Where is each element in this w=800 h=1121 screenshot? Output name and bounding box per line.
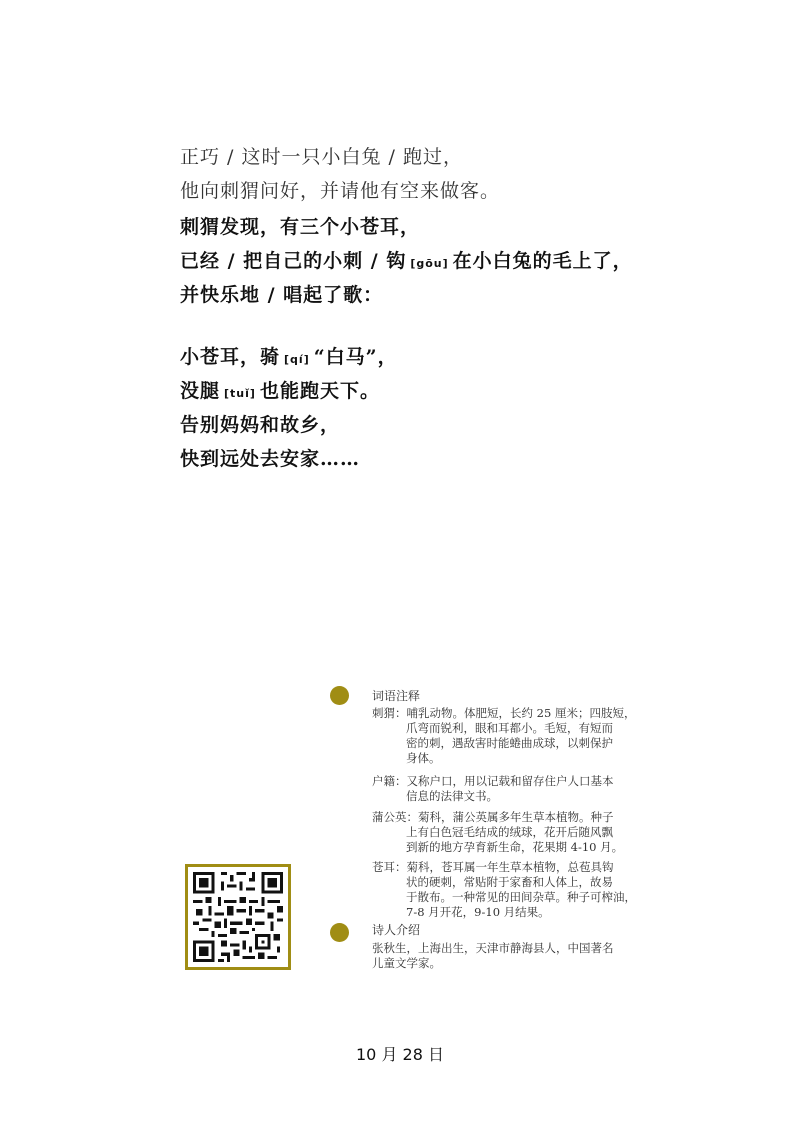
bullet-dot-icon xyxy=(330,686,349,705)
poem-text: 他向刺猬问好，并请他有空来做客。 xyxy=(180,180,501,202)
poem-line xyxy=(180,442,780,476)
poem-text: 没腿 xyxy=(180,380,221,402)
note-line: 信息的法律文书。 xyxy=(406,789,498,803)
page-date: 10 月 28 日 xyxy=(356,1045,444,1064)
stanza-gap xyxy=(180,312,780,340)
poem-text: 在小白兔的毛上了， xyxy=(452,250,633,272)
poem-text: 已经 / 把自己的小刺 / 钩 xyxy=(180,250,407,272)
pinyin: [qí] xyxy=(284,353,310,366)
poem-text: 也能跑天下。 xyxy=(259,380,380,402)
poet-line: 张秋生，上海出生，天津市静海县人，中国著名 xyxy=(372,941,614,955)
poem-line xyxy=(180,408,780,442)
note-line: 户籍：又称户口，用以记载和留存住户人口基本 xyxy=(372,774,614,788)
note-line: 于散布。一种常见的田间杂草。种子可榨油， xyxy=(406,890,636,904)
note-line: 到新的地方孕育新生命，花果期 4-10 月。 xyxy=(406,840,624,854)
note-line: 爪弯而锐利，眼和耳都小。毛短，有短而 xyxy=(406,721,613,735)
poem-line xyxy=(180,278,780,312)
note-line: 蒲公英：菊科，蒲公英属多年生草本植物。种子 xyxy=(372,810,614,824)
poem-line xyxy=(180,174,780,208)
poem-text: 快到远处去安家…… xyxy=(180,448,361,470)
poet-line: 儿童文学家。 xyxy=(372,956,441,970)
note-entry xyxy=(372,860,662,920)
note-line: 刺猬：哺乳动物。体肥短，长约 25 厘米；四肢短， xyxy=(372,706,636,720)
note-line: 状的硬刺，常贴附于家畜和人体上，故易 xyxy=(406,875,613,889)
poem-line xyxy=(180,340,780,374)
poem-line xyxy=(180,140,780,174)
poem xyxy=(180,140,780,476)
qr-code-image xyxy=(193,872,283,962)
bullet-dot-icon xyxy=(330,923,349,942)
note-line: 苍耳：菊科，苍耳属一年生草本植物，总苞具钩 xyxy=(372,860,614,874)
note-entry xyxy=(372,706,662,766)
note-line: 上有白色冠毛结成的绒球，花开后随风飘 xyxy=(406,825,613,839)
pinyin: [tuǐ] xyxy=(224,387,256,400)
poem-text: 正巧 / 这时一只小白兔 / 跑过， xyxy=(180,146,463,168)
poem-line xyxy=(180,374,780,408)
poem-text: 并快乐地 / 唱起了歌： xyxy=(180,284,384,306)
poem-text: 刺猬发现，有三个小苍耳， xyxy=(180,216,421,238)
poet-intro xyxy=(372,941,662,971)
notes-title: 词语注释 xyxy=(372,689,421,703)
note-entry xyxy=(372,810,662,855)
note-line: 身体。 xyxy=(406,751,441,765)
qr-code-icon[interactable] xyxy=(185,864,291,970)
note-line: 7-8 月开花，9-10 月结果。 xyxy=(406,905,550,919)
poem-line xyxy=(180,244,780,278)
poem-line xyxy=(180,210,780,244)
pinyin: [gōu] xyxy=(410,257,449,270)
note-entry xyxy=(372,774,662,804)
note-line: 密的刺，遇敌害时能蜷曲成球，以刺保护 xyxy=(406,736,613,750)
poet-title: 诗人介绍 xyxy=(372,923,421,937)
poem-text: 小苍耳，骑 xyxy=(180,346,281,368)
poem-text: 告别妈妈和故乡， xyxy=(180,414,341,436)
poem-text: “白马”， xyxy=(313,346,398,368)
